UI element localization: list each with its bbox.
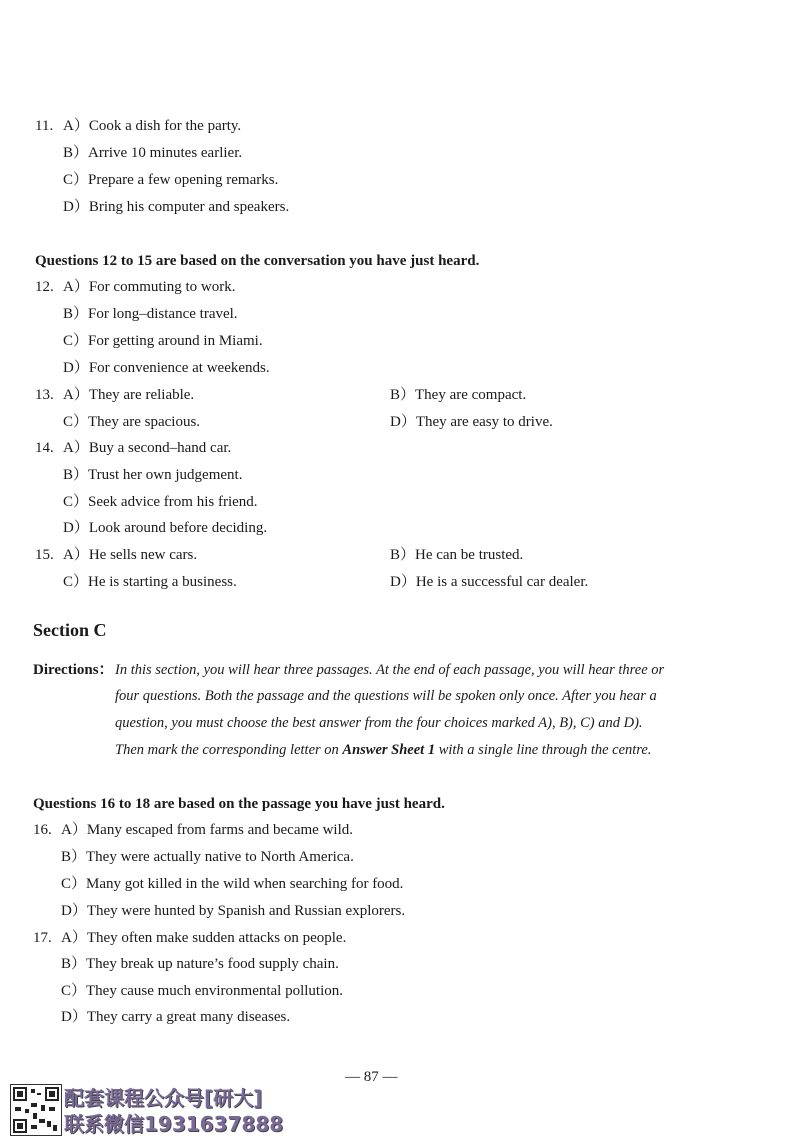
question-15-option-c: C）He is starting a business. — [63, 574, 237, 590]
question-17-option-a: A）They often make sudden attacks on people. — [61, 930, 347, 946]
question-12-option-c: C）For getting around in Miami. — [63, 333, 263, 349]
question-group-header-2: Questions 16 to 18 are based on the passage you have just heard. — [33, 796, 445, 812]
qr-code-graphic — [11, 1085, 61, 1135]
question-15-option-a: A）He sells new cars. — [63, 547, 198, 563]
question-17-option-d: D）They carry a great many diseases. — [61, 1009, 291, 1025]
question-16-option-d: D）They were hunted by Spanish and Russian explorers. — [61, 903, 406, 919]
question-17-option-c: C）They cause much environmental pollution. — [61, 983, 344, 999]
question-11-number: 11. — [35, 118, 54, 134]
question-15-option-b: B）He can be trusted. — [390, 547, 524, 563]
question-16-number: 16. — [33, 822, 52, 838]
question-14-option-a: A）Buy a second–hand car. — [63, 440, 232, 456]
question-17-number: 17. — [33, 930, 52, 946]
question-14-option-c: C）Seek advice from his friend. — [63, 494, 258, 510]
question-16-option-a: A）Many escaped from farms and became wild. — [61, 822, 353, 838]
directions-line-4-end: with a single line through the centre. — [435, 742, 652, 758]
directions-line-2: four questions. Both the passage and the questions will be spoken only once. After you hear a — [115, 688, 657, 704]
directions-line-4-start: Then mark the corresponding letter on — [115, 742, 343, 758]
question-16-option-c: C）Many got killed in the wild when searching for food. — [61, 876, 404, 892]
question-12-option-d: D）For convenience at weekends. — [63, 360, 270, 376]
directions-line-3: question, you must choose the best answer from the four choices marked A), B), C) and D). — [115, 715, 643, 731]
directions-line-4 — [115, 741, 651, 759]
question-14-number: 14. — [35, 440, 54, 456]
qr-code-icon — [10, 1084, 62, 1136]
question-12-option-a: A）For commuting to work. — [63, 279, 236, 295]
question-12-number: 12. — [35, 279, 54, 295]
question-14-option-b: B）Trust her own judgement. — [63, 467, 243, 483]
question-11-option-b: B）Arrive 10 minutes earlier. — [63, 145, 243, 161]
question-15-option-d: D）He is a successful car dealer. — [390, 574, 589, 590]
watermark-line-2: 联系微信1931637888 — [64, 1112, 284, 1136]
answer-sheet-label: Answer Sheet 1 — [342, 742, 436, 758]
question-13-number: 13. — [35, 387, 54, 403]
section-c-title: Section C — [33, 620, 107, 640]
question-15-number: 15. — [35, 547, 54, 563]
watermark-line-1: 配套课程公众号[研大] — [64, 1086, 263, 1110]
question-13-option-a: A）They are reliable. — [63, 387, 195, 403]
question-13-option-c: C）They are spacious. — [63, 414, 201, 430]
question-group-header: Questions 12 to 15 are based on the conversation you have just heard. — [35, 253, 480, 269]
question-14-option-d: D）Look around before deciding. — [63, 520, 268, 536]
page-number: — 87 — — [345, 1069, 398, 1085]
question-17-option-b: B）They break up nature’s food supply chain. — [61, 956, 339, 972]
question-13-option-d: D）They are easy to drive. — [390, 414, 553, 430]
question-12-option-b: B）For long–distance travel. — [63, 306, 238, 322]
question-11-option-d: D）Bring his computer and speakers. — [63, 199, 290, 215]
directions-line-1: In this section, you will hear three passages. At the end of each passage, you will hear three or — [115, 662, 665, 678]
question-13-option-b: B）They are compact. — [390, 387, 527, 403]
directions-label: Directions： — [33, 662, 114, 678]
question-11-option-c: C）Prepare a few opening remarks. — [63, 172, 279, 188]
question-16-option-b: B）They were actually native to North America. — [61, 849, 354, 865]
question-11-option-a: A）Cook a dish for the party. — [63, 118, 242, 134]
